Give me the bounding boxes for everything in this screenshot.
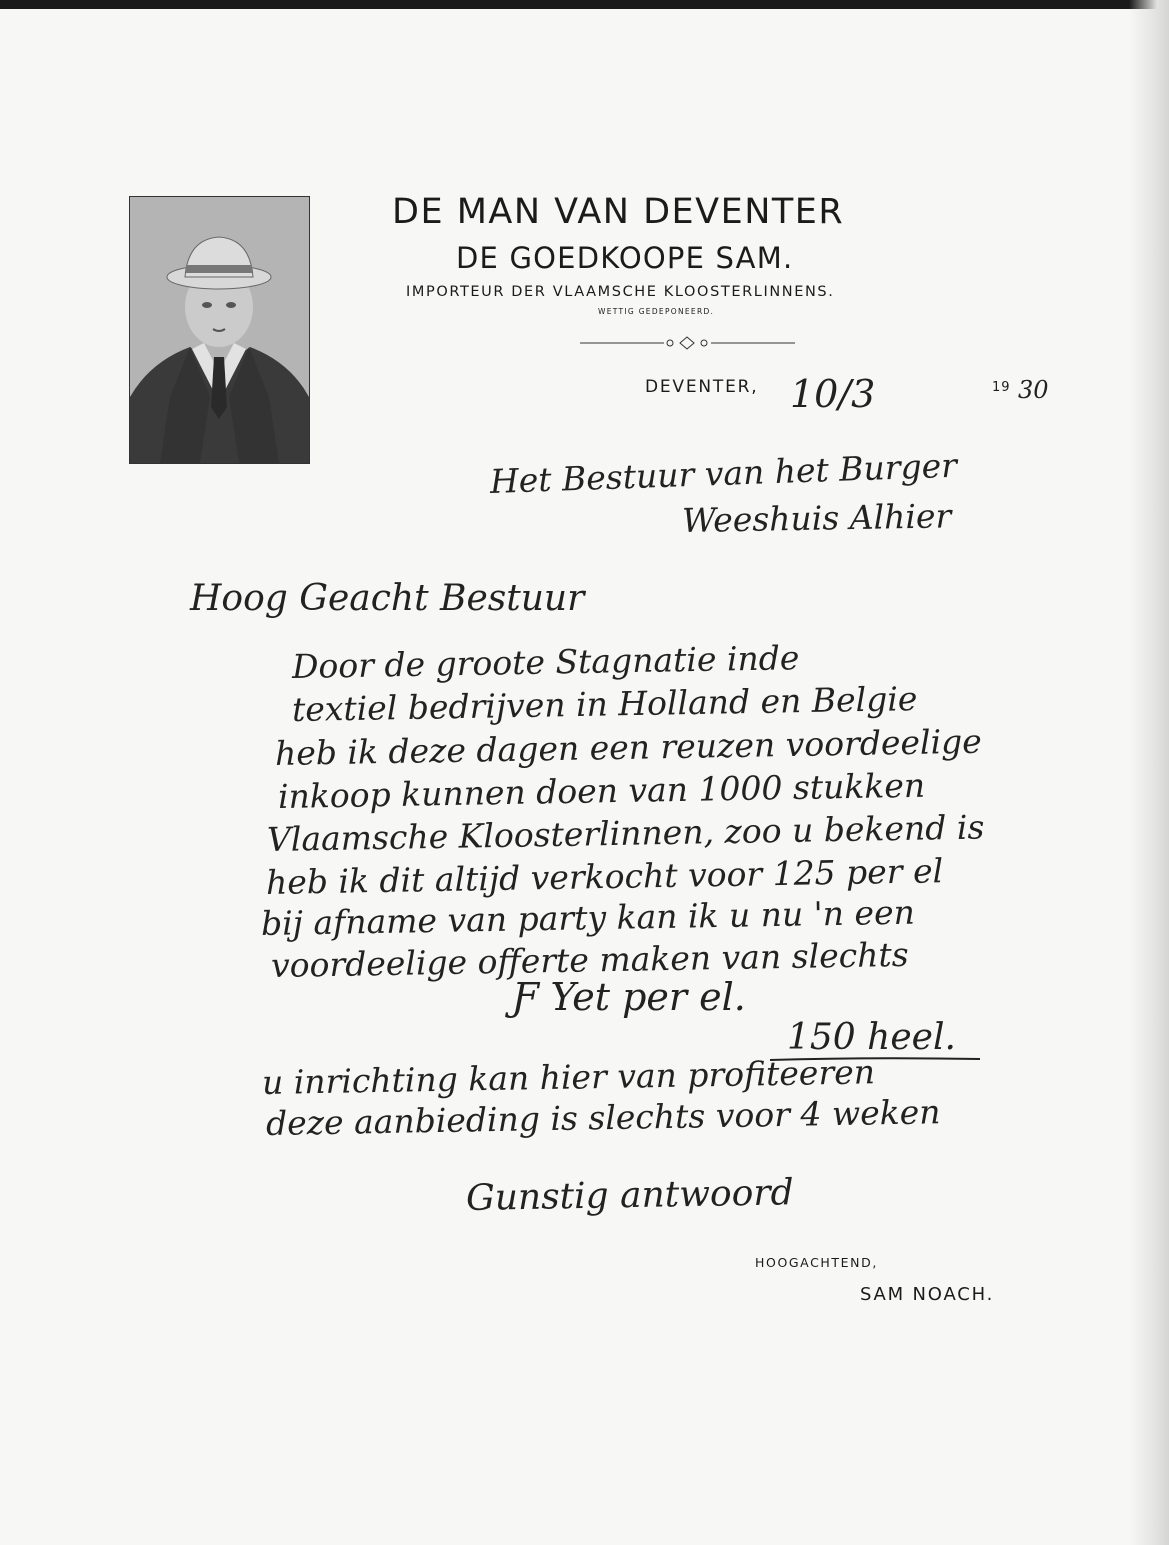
letterhead-ornament bbox=[580, 336, 795, 350]
price-value: 150 heel. bbox=[787, 1017, 956, 1058]
trademark-note: WETTIG GEDEPONEERD. bbox=[598, 307, 715, 316]
body-line: heb ik deze dagen een reuzen voordeelige bbox=[274, 721, 983, 773]
regards-label: HOOGACHTEND, bbox=[755, 1255, 878, 1270]
salutation: Hoog Geacht Bestuur bbox=[190, 578, 585, 619]
body-line: Door de groote Stagnatie inde bbox=[291, 638, 800, 686]
body-line: Vlaamsche Kloosterlinnen, zoo u bekend is bbox=[266, 807, 985, 859]
date-year: 30 bbox=[1018, 376, 1049, 404]
closing-line: deze aanbieding is slechts voor 4 weken bbox=[265, 1092, 941, 1143]
price-label: Ƒ Yet per el. bbox=[512, 975, 746, 1019]
year-prefix: 19 bbox=[992, 380, 1011, 395]
place-label: DEVENTER, bbox=[645, 377, 759, 397]
body-line: bij afname van party kan ik u nu 'n een bbox=[260, 892, 916, 943]
closing-line: u inrichting kan hier van profiteeren bbox=[261, 1052, 876, 1102]
company-nickname: DE GOEDKOOPE SAM. bbox=[456, 241, 794, 275]
body-line: voordeelige offerte maken van slechts bbox=[270, 934, 909, 985]
body-line: textiel bedrijven in Holland en Belgie bbox=[291, 679, 918, 729]
scan-top-edge bbox=[0, 0, 1169, 9]
recipient-line: Weeshuis Alhier bbox=[681, 496, 952, 540]
date-day-month: 10/3 bbox=[790, 372, 876, 416]
company-name: DE MAN VAN DEVENTER bbox=[392, 192, 845, 232]
body-line: heb ik dit altijd verkocht voor 125 per el bbox=[265, 851, 944, 902]
recipient-line: Het Bestuur van het Burger bbox=[489, 445, 958, 501]
scan-page-shadow bbox=[1129, 0, 1169, 1545]
body-line: inkoop kunnen doen van 1000 stukken bbox=[277, 765, 926, 816]
portrait-photo bbox=[129, 196, 310, 464]
company-tagline: IMPORTEUR DER VLAAMSCHE KLOOSTERLINNENS. bbox=[406, 284, 835, 300]
signature-name: SAM NOACH. bbox=[860, 1284, 995, 1305]
closing-line: Gunstig antwoord bbox=[465, 1172, 794, 1219]
